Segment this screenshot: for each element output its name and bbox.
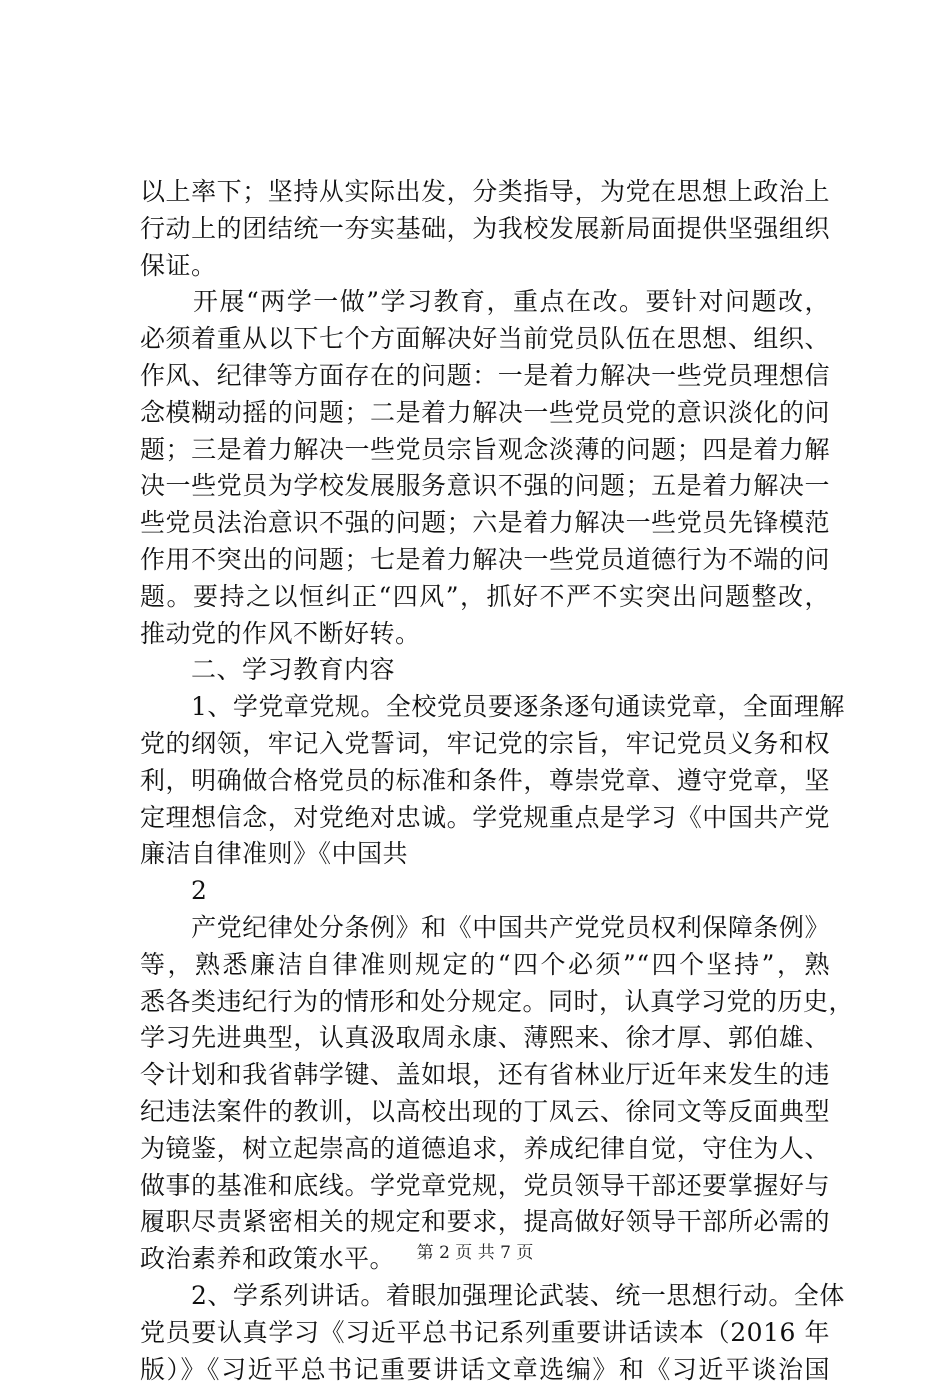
text-line: 题。要持之以恒纠正“四风”，抓好不严不实突出问题整改， <box>140 579 830 616</box>
text-line: 廉洁自律准则》《中国共 <box>140 836 830 873</box>
text-line: 开展“两学一做”学习教育，重点在改。要针对问题改， <box>140 284 830 321</box>
text-line: 政治素养和政策水平。 <box>140 1241 830 1278</box>
text-line: 令计划和我省韩学键、盖如垠，还有省林业厅近年来发生的违 <box>140 1057 830 1094</box>
text-line: 1、学党章党规。全校党员要逐条逐句通读党章，全面理解 <box>140 689 830 726</box>
page-footer: 第 2 页 共 7 页 <box>0 1241 950 1265</box>
text-line: 履职尽责紧密相关的规定和要求，提高做好领导干部所必需的 <box>140 1204 830 1241</box>
text-line: 2、学系列讲话。着眼加强理论武装、统一思想行动。全体 <box>140 1278 830 1315</box>
text-line: 作风、纪律等方面存在的问题：一是着力解决一些党员理想信 <box>140 358 830 395</box>
text-line: 版）》《习近平总书记重要讲话文章选编》和《习近平谈治国 <box>140 1352 830 1388</box>
text-line: 纪违法案件的教训，以高校出现的丁凤云、徐同文等反面典型 <box>140 1094 830 1131</box>
text-line: 党的纲领，牢记入党誓词，牢记党的宗旨，牢记党员义务和权 <box>140 726 830 763</box>
text-line: 以上率下；坚持从实际出发，分类指导，为党在思想上政治上 <box>140 174 830 211</box>
document-body <box>140 174 830 1388</box>
text-line: 推动党的作风不断好转。 <box>140 616 830 653</box>
text-line: 作用不突出的问题；七是着力解决一些党员道德行为不端的问 <box>140 542 830 579</box>
text-line: 些党员法治意识不强的问题；六是着力解决一些党员先锋模范 <box>140 505 830 542</box>
text-line: 党员要认真学习《习近平总书记系列重要讲话读本（2016 年 <box>140 1315 830 1352</box>
text-line: 悉各类违纪行为的情形和处分规定。同时，认真学习党的历史， <box>140 984 830 1021</box>
text-line: 定理想信念，对党绝对忠诚。学党规重点是学习《中国共产党 <box>140 800 830 837</box>
text-line: 念模糊动摇的问题；二是着力解决一些党员党的意识淡化的问 <box>140 395 830 432</box>
text-line: 必须着重从以下七个方面解决好当前党员队伍在思想、组织、 <box>140 321 830 358</box>
text-line: 产党纪律处分条例》和《中国共产党党员权利保障条例》 <box>140 910 830 947</box>
text-line: 决一些党员为学校发展服务意识不强的问题；五是着力解决一 <box>140 468 830 505</box>
text-line: 2 <box>140 873 830 910</box>
text-line: 做事的基准和底线。学党章党规，党员领导干部还要掌握好与 <box>140 1168 830 1205</box>
text-line: 等，熟悉廉洁自律准则规定的“四个必须”“四个坚持”，熟 <box>140 947 830 984</box>
text-line: 为镜鉴，树立起崇高的道德追求，养成纪律自觉，守住为人、 <box>140 1131 830 1168</box>
text-line: 利，明确做合格党员的标准和条件，尊崇党章、遵守党章，坚 <box>140 763 830 800</box>
text-line: 二、学习教育内容 <box>140 652 830 689</box>
text-line: 行动上的团结统一夯实基础，为我校发展新局面提供坚强组织 <box>140 211 830 248</box>
text-line: 学习先进典型，认真汲取周永康、薄熙来、徐才厚、郭伯雄、 <box>140 1020 830 1057</box>
text-line: 题；三是着力解决一些党员宗旨观念淡薄的问题；四是着力解 <box>140 432 830 469</box>
text-line: 保证。 <box>140 248 830 285</box>
